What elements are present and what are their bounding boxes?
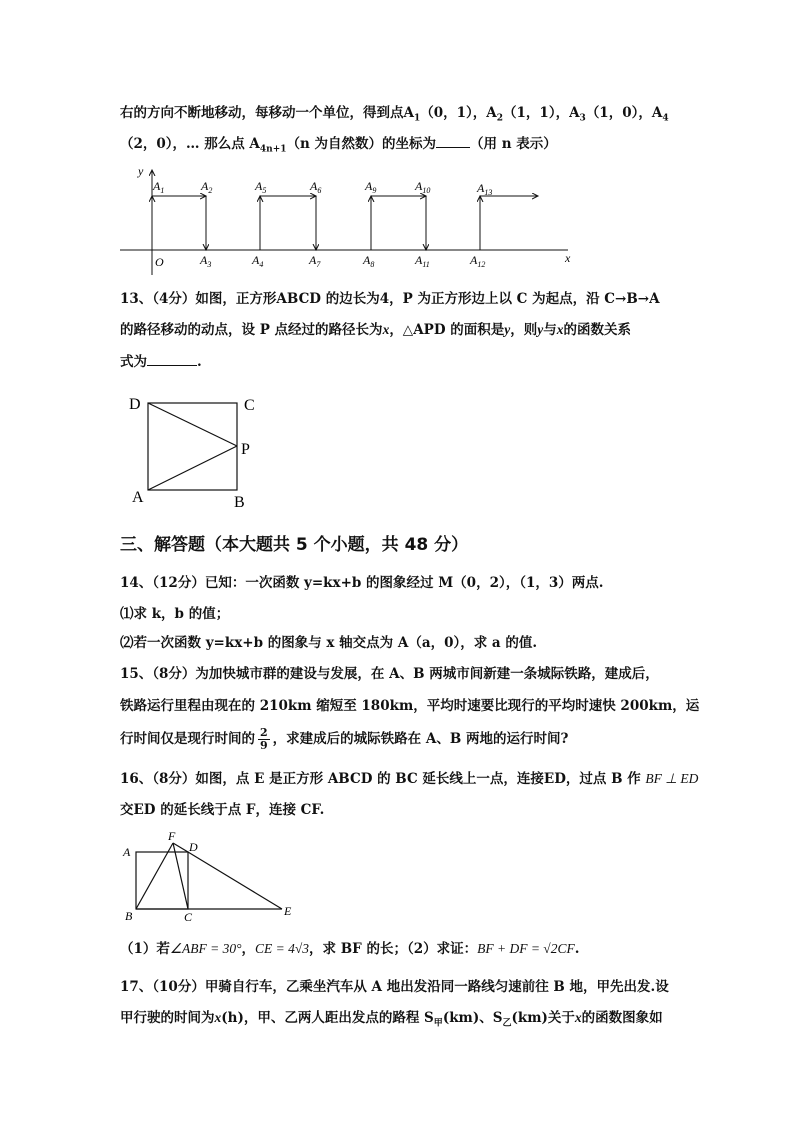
label-a8: $A_8$ xyxy=(363,253,375,269)
tri-label-b: B xyxy=(125,909,133,923)
label-a7: $A_7$ xyxy=(309,253,321,269)
label-c: C xyxy=(244,397,255,414)
label-a9: $A_9$ xyxy=(365,179,377,195)
q14-line1: 14、（12分）已知：一次函数 y=kx+b 的图象经过 M（0，2），（1，3）两点. xyxy=(120,575,604,591)
q14-line2: ⑴求 k，b 的值； xyxy=(120,606,230,622)
tri-label-f: F xyxy=(168,829,176,843)
tri-label-e: E xyxy=(284,904,292,918)
q17-line1: 17、（10分）甲骑自行车，乙乘坐汽车从 A 地出发沿同一路线匀速前往 B 地，甲先出发.设 xyxy=(120,979,669,995)
q13-line1: 13、（4分）如图，正方形ABCD 的边长为4，P 为正方形边上以 C 为起点，沿 C→B→A xyxy=(120,291,660,307)
q15-line3: 行时间仅是现行时间的 $\frac{2}{9}$ ，求建成后的城际铁路在 A、B 两地的运行时间? xyxy=(120,726,569,752)
q16-line1: 16、（8分）如图，点 E 是正方形 ABCD 的 BC 延长线上一点，连接ED，过点 B 作 BF ⊥ ED xyxy=(120,771,699,787)
label-a: A xyxy=(132,489,144,506)
tri-label-d: D xyxy=(189,840,198,854)
section-3-heading: 三、解答题（本大题共 5 个小题，共 48 分） xyxy=(120,535,469,555)
q13-line2: 的路径移动的动点，设 P 点经过的路径长为x，△APD 的面积是y，则y与x的函数关系 xyxy=(120,322,631,338)
label-a10: $A_{10}$ xyxy=(415,179,431,195)
q16-line2: 交ED 的延长线于点 F，连接 CF. xyxy=(120,802,325,818)
label-a6: $A_6$ xyxy=(310,179,322,195)
label-a13: $A_{13}$ xyxy=(477,181,493,197)
label-a1: $A_1$ xyxy=(153,179,165,195)
y-axis-label: y xyxy=(138,164,144,178)
q14-line3: ⑵若一次函数 y=kx+b 的图象与 x 轴交点为 A（a，0），求 a 的值. xyxy=(120,635,538,651)
label-a12: $A_{12}$ xyxy=(470,253,486,269)
label-a11: $A_{11}$ xyxy=(415,253,430,269)
label-p: P xyxy=(241,441,250,458)
q16-parts: （1）若∠ABF = 30°，CE = 4√3，求 BF 的长；（2）求证：BF + DF = √2CF. xyxy=(120,941,580,957)
label-a5: $A_5$ xyxy=(255,179,267,195)
label-d: D xyxy=(129,396,141,413)
q13-line3: 式为 . xyxy=(120,354,202,370)
label-b: B xyxy=(234,494,245,511)
fraction-2-9: $\frac{2}{9}$ xyxy=(260,726,268,752)
q12-line2: （2，0），… 那么点 $A_{4n+1}(n$ 为自然数）的坐标为 （用 n 表示） xyxy=(120,136,557,155)
label-a4: $A_4$ xyxy=(252,253,264,269)
q15-line1: 15、（8分）为加快城市群的建设与发展，在 A、B 两城市间新建一条城际铁路，建成后， xyxy=(120,666,659,682)
q15-line2: 铁路运行里程由现在的 210km 缩短至 180km，平均时速要比现行的平均时速快 200km，运 xyxy=(120,698,700,714)
tri-label-c: C xyxy=(184,910,193,924)
q12-line1: 右的方向不断地移动，每移动一个单位，得到点$A_1(0$，1），$A_2(1$，1），$A_3(1$，0），$A_4$ xyxy=(120,105,669,124)
label-a3: $A_3$ xyxy=(200,253,212,269)
q17-line2: 甲行驶的时间为x(h)，甲、乙两人距出发点的路程 $S_甲(km)$、$S_乙(km)$关于x的函数图象如 xyxy=(120,1010,663,1029)
label-a2: $A_2$ xyxy=(201,179,213,195)
tri-label-a: A xyxy=(123,845,131,859)
origin-label: O xyxy=(155,255,164,269)
x-axis-label: x xyxy=(565,251,571,265)
